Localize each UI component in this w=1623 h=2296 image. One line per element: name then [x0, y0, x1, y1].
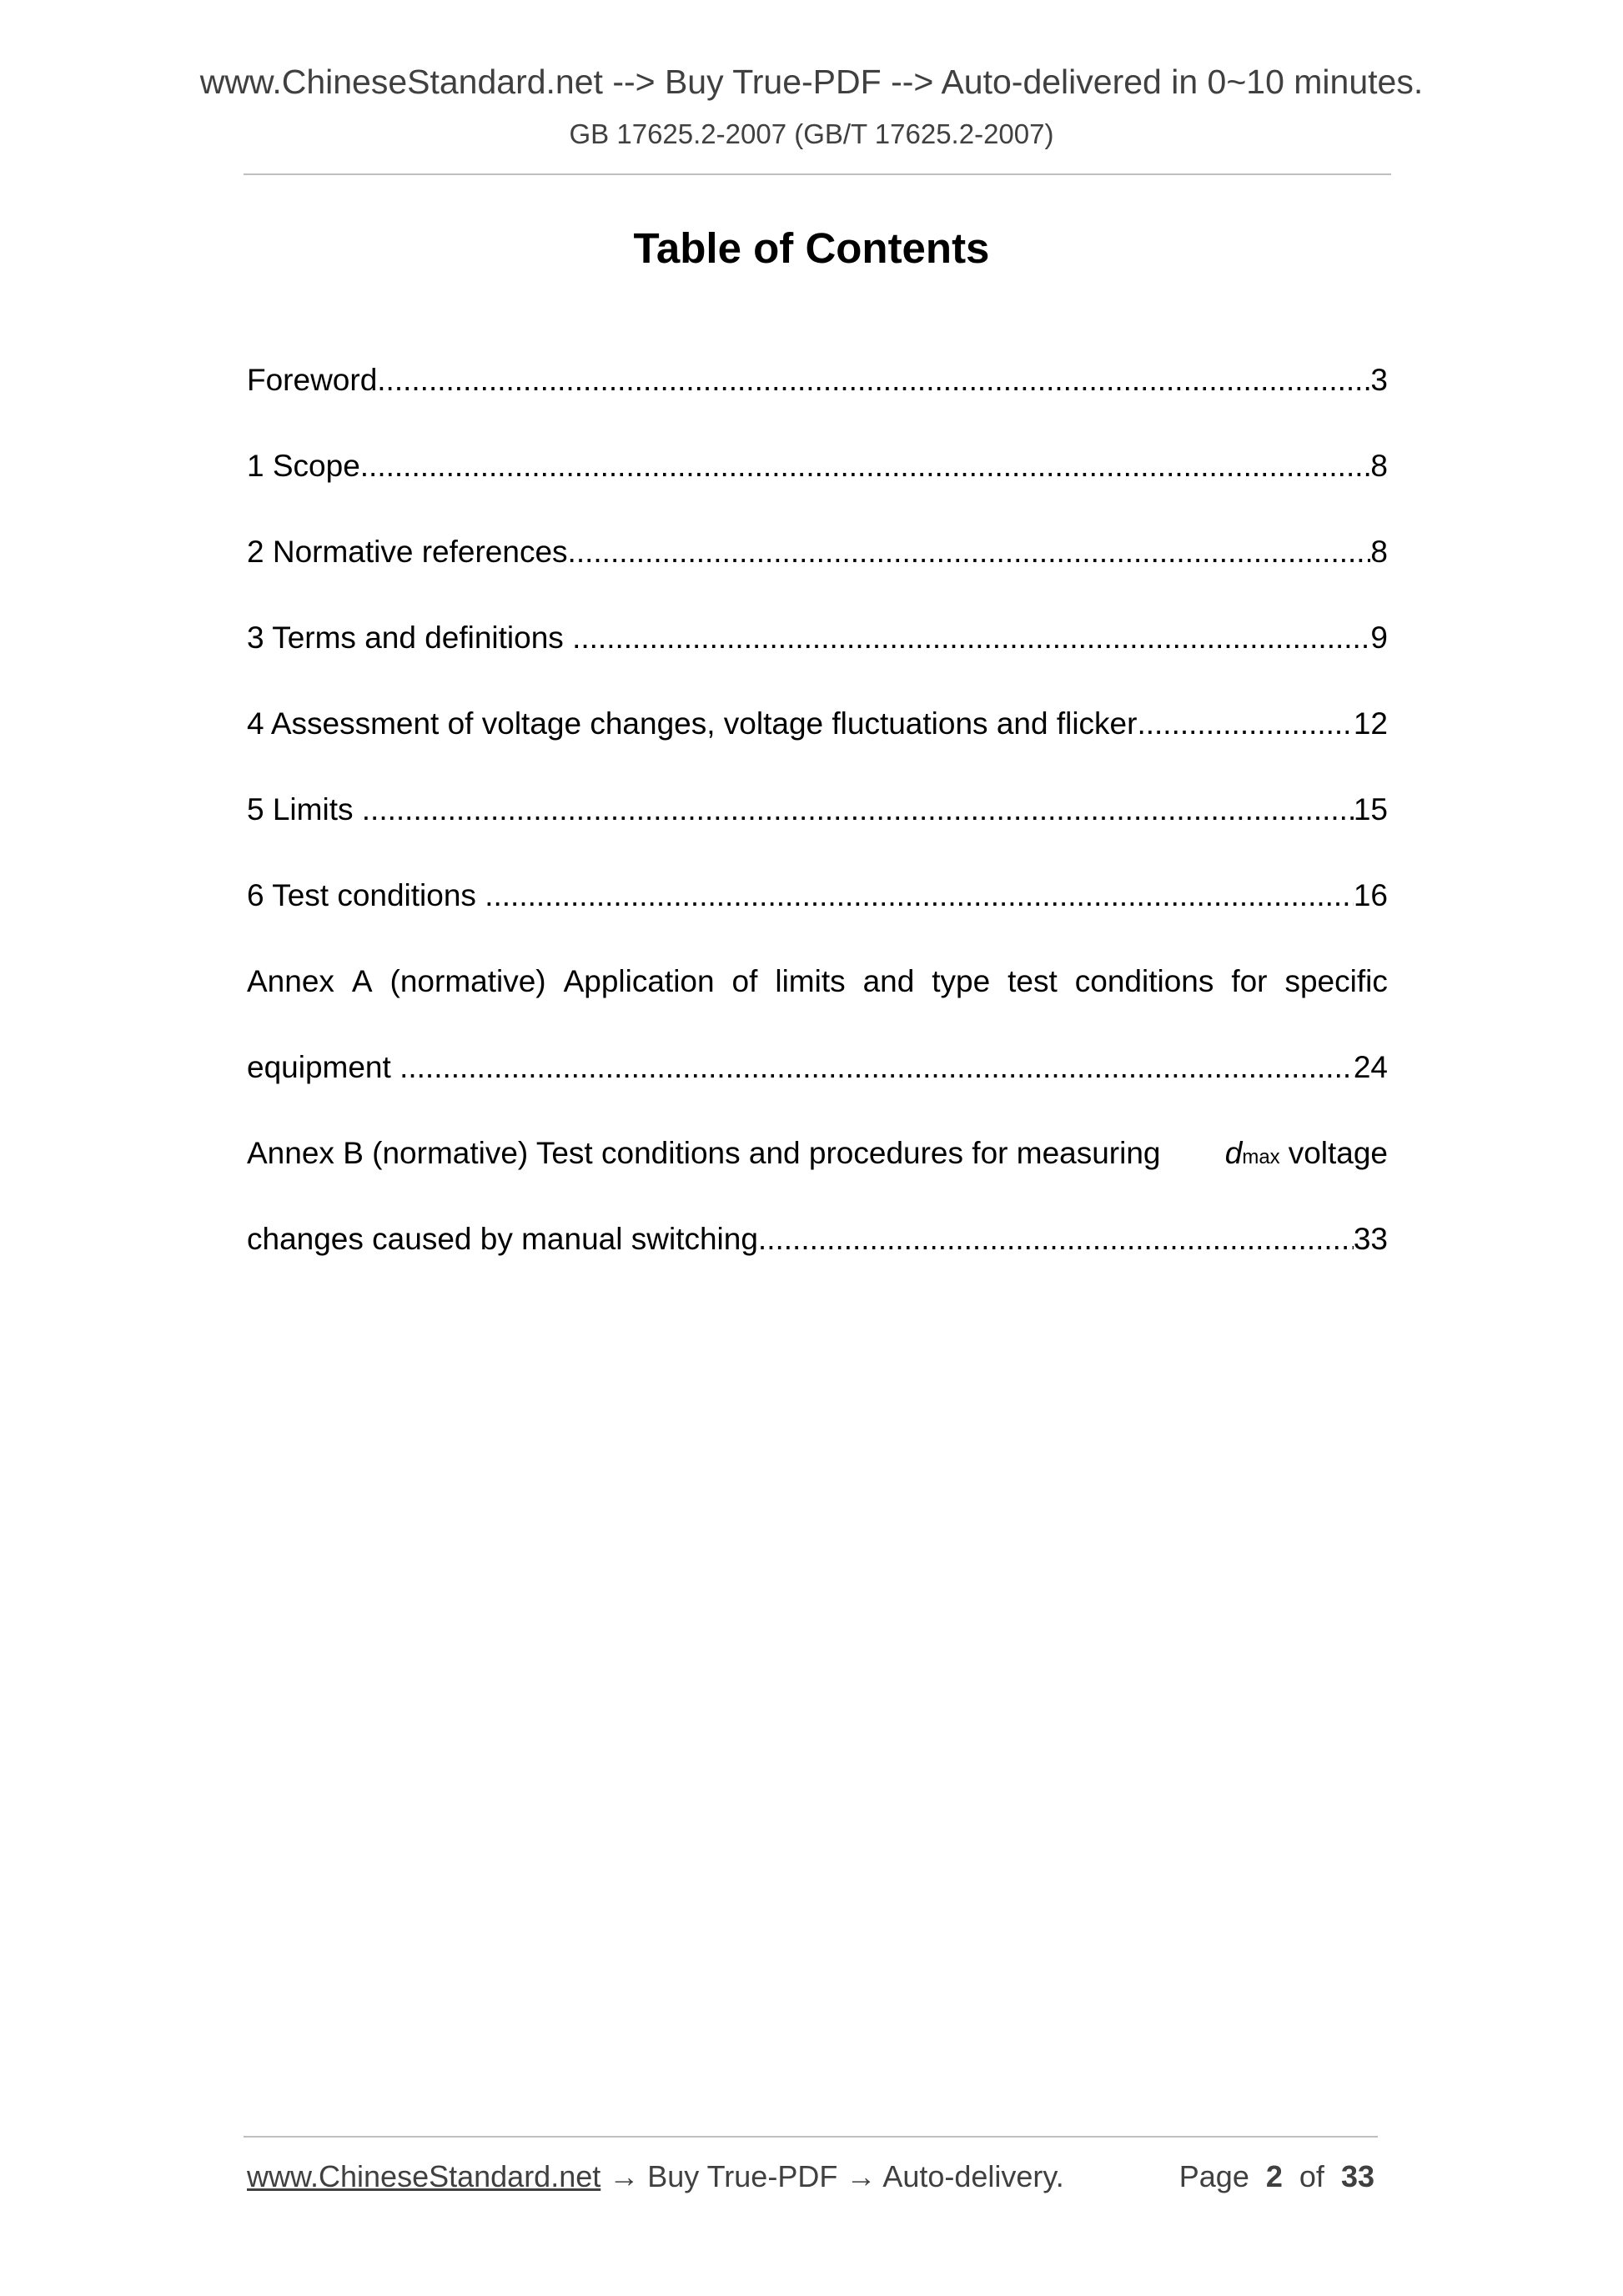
toc-entry-assessment[interactable] [247, 708, 1388, 745]
toc-entry-page: 15 [1353, 792, 1388, 826]
page-total: 33 [1340, 2159, 1374, 2193]
annex-a-word: type [932, 964, 991, 998]
dot-leader [377, 364, 1370, 395]
page-indicator [1178, 2159, 1374, 2193]
dot-leader [360, 450, 1371, 481]
toc-entry-label: 1 Scope [247, 449, 360, 483]
toc-entry-limits[interactable] [247, 794, 1388, 831]
annex-b-symbol: d [1224, 1136, 1243, 1170]
toc-entry-page: 8 [1370, 449, 1388, 483]
dot-leader [568, 536, 1371, 567]
toc-entry-test-conditions[interactable] [247, 880, 1388, 917]
toc-entry-page: 12 [1353, 706, 1388, 741]
toc-entry-page: 3 [1370, 363, 1388, 397]
dot-leader [758, 1223, 1354, 1254]
toc-entry-page: 16 [1353, 878, 1388, 912]
toc-entry-annex-a-line1[interactable] [247, 966, 1388, 1002]
dot-leader [485, 880, 1354, 911]
annex-b-text-end: voltage [1288, 1136, 1388, 1170]
annex-a-word: A [351, 964, 373, 998]
annex-a-word: Application [563, 964, 715, 998]
toc-entry-label: equipment [247, 1050, 400, 1084]
annex-b-subscript: max [1242, 1146, 1280, 1168]
dot-leader [362, 794, 1354, 825]
page-word: Page [1178, 2159, 1249, 2193]
footer-divider [244, 2136, 1378, 2138]
toc-entry-annex-b-line2[interactable] [247, 1223, 1388, 1260]
annex-a-word: (normative) [389, 964, 546, 998]
header-standard-number: GB 17625.2-2007 (GB/T 17625.2-2007) [569, 118, 1054, 149]
toc-entry-label: changes caused by manual switching [247, 1222, 758, 1256]
toc-entry-foreword[interactable] [247, 364, 1388, 401]
toc-entry-page: 8 [1370, 535, 1388, 569]
of-word: of [1299, 2159, 1324, 2193]
toc-entry-label: 4 Assessment of voltage changes, voltage fluctuations and flicker [247, 706, 1138, 741]
header-banner: www.ChineseStandard.net --> Buy True-PDF --> Auto-delivered in 0~10 minutes. [199, 63, 1424, 101]
page-title: Table of Contents [633, 224, 990, 272]
dot-leader [399, 1052, 1354, 1083]
toc-entry-scope[interactable] [247, 450, 1388, 487]
toc-entry-terms-definitions[interactable] [247, 622, 1388, 659]
dot-leader [572, 622, 1370, 653]
toc-entry-page: 33 [1353, 1222, 1388, 1256]
annex-b-text: Annex B (normative) Test conditions and procedures for measuring [247, 1136, 1161, 1170]
toc-entry-page: 24 [1353, 1050, 1388, 1084]
toc-entry-annex-a-line2[interactable] [247, 1052, 1388, 1088]
dot-leader [1137, 708, 1353, 739]
toc-entry-page: 9 [1370, 620, 1388, 655]
toc-entry-label: 2 Normative references [247, 535, 568, 569]
annex-a-word: for [1231, 964, 1268, 998]
toc-entry-label: 3 Terms and definitions [247, 620, 573, 655]
annex-a-word: limits [775, 964, 846, 998]
toc-entry-label: 5 Limits [247, 792, 362, 826]
annex-a-word: and [862, 964, 915, 998]
annex-a-word: of [731, 964, 758, 998]
footer-text: → Buy True-PDF → Auto-delivery. [600, 2159, 1064, 2193]
toc-entry-annex-b-line1[interactable] [247, 1138, 1388, 1174]
footer-site-link[interactable]: www.ChineseStandard.net [247, 2159, 601, 2193]
page-footer [247, 2159, 1378, 2198]
header-divider [244, 173, 1391, 175]
toc-entry-label: 6 Test conditions [247, 878, 485, 912]
annex-a-word: conditions [1074, 964, 1214, 998]
annex-a-word: test [1007, 964, 1058, 998]
toc-entry-label: Foreword [247, 363, 378, 397]
page-number: 2 [1265, 2159, 1283, 2193]
toc-entry-normative-references[interactable] [247, 536, 1388, 573]
annex-a-word: Annex [247, 964, 334, 998]
annex-a-word: specific [1284, 964, 1388, 998]
